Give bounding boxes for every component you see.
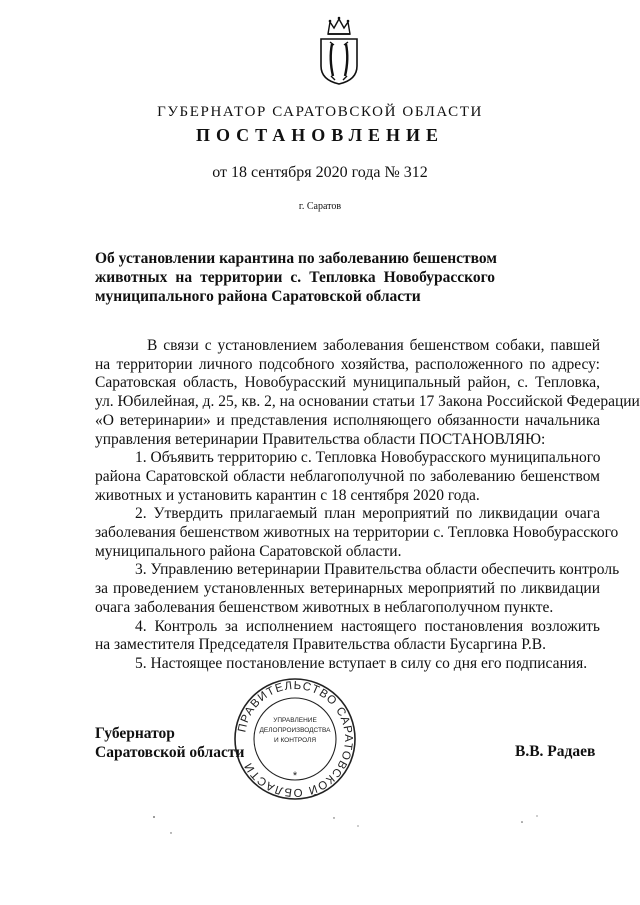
signatory-title-line: Губернатор	[95, 725, 175, 742]
signatory-title	[95, 724, 244, 762]
body-line: заболевания бешенством животных на территории с. Тепловка Новобурасского	[95, 524, 619, 542]
body-line: муниципального района Саратовской области.	[95, 542, 402, 560]
seal-inner-line: УПРАВЛЕНИЕ	[273, 717, 317, 724]
body-line: на заместителя Председателя Правительства области Бусаргина Р.В.	[95, 636, 547, 654]
body-line: 5. Настоящее постановление вступает в силу со дня его подписания.	[135, 654, 588, 672]
body-line: 3. Управлению ветеринарии Правительства области обеспечить контроль	[135, 561, 620, 579]
seal-inner-text	[256, 716, 334, 746]
seal-star-icon: *	[292, 770, 298, 782]
document-city: г. Саратов	[298, 201, 342, 212]
body-line: 4. Контроль за исполнением настоящего постановления возложить	[135, 617, 600, 635]
coat-of-arms-icon	[316, 14, 362, 86]
body-line: «О ветеринарии» и представления исполняющего обязанности начальника	[95, 411, 600, 429]
seal-inner-line: И КОНТРОЛЯ	[273, 737, 317, 744]
title-line: муниципального района Саратовской области	[95, 288, 421, 305]
title-line: Об установлении карантина по заболеванию бешенством	[95, 250, 497, 267]
document-date-number: от 18 сентября 2020 года № 312	[212, 164, 428, 181]
body-line: 1. Объявить территорию с. Тепловка Новобурасского муниципального	[135, 449, 601, 467]
signatory-title-line: Саратовской области	[95, 744, 245, 761]
body-line: района Саратовской области неблагополучной по заболеванию бешенством	[95, 467, 600, 485]
body-line: Саратовская область, Новобурасский муниципальный район, с. Тепловка,	[95, 374, 600, 392]
title-line: животных на территории с. Тепловка Новобурасского	[95, 269, 495, 286]
body-line: животных и установить карантин с 18 сентября 2020 года.	[95, 486, 480, 504]
body-line: очага заболевания бешенством животных в неблагополучном пункте.	[95, 598, 554, 616]
document-type: ПОСТАНОВЛЕНИЕ	[195, 125, 445, 145]
body-line: ул. Юбилейная, д. 25, кв. 2, на основании статьи 17 Закона Российской Федерации	[95, 393, 640, 411]
body-line: 2. Утвердить прилагаемый план мероприятий по ликвидации очага	[135, 505, 600, 523]
document-body	[95, 337, 640, 674]
issuer-header: ГУБЕРНАТОР САРАТОВСКОЙ ОБЛАСТИ	[157, 104, 483, 120]
body-line: за проведением установленных ветеринарных мероприятий по ликвидации	[95, 580, 600, 598]
body-line: на территории личного подсобного хозяйства, расположенного по адресу:	[95, 355, 600, 373]
signatory-name: В.В. Радаев	[515, 743, 596, 760]
document-title	[95, 249, 495, 306]
seal-inner-line: ДЕЛОПРОИЗВОДСТВА	[259, 727, 331, 734]
body-line: управления ветеринарии Правительства области ПОСТАНОВЛЯЮ:	[95, 430, 546, 448]
body-line: В связи с установлением заболевания бешенством собаки, павшей	[147, 337, 600, 354]
seal-ring-text: ПРАВИТЕЛЬСТВО САРАТОВСКОЙ ОБЛАСТИ	[236, 679, 355, 799]
